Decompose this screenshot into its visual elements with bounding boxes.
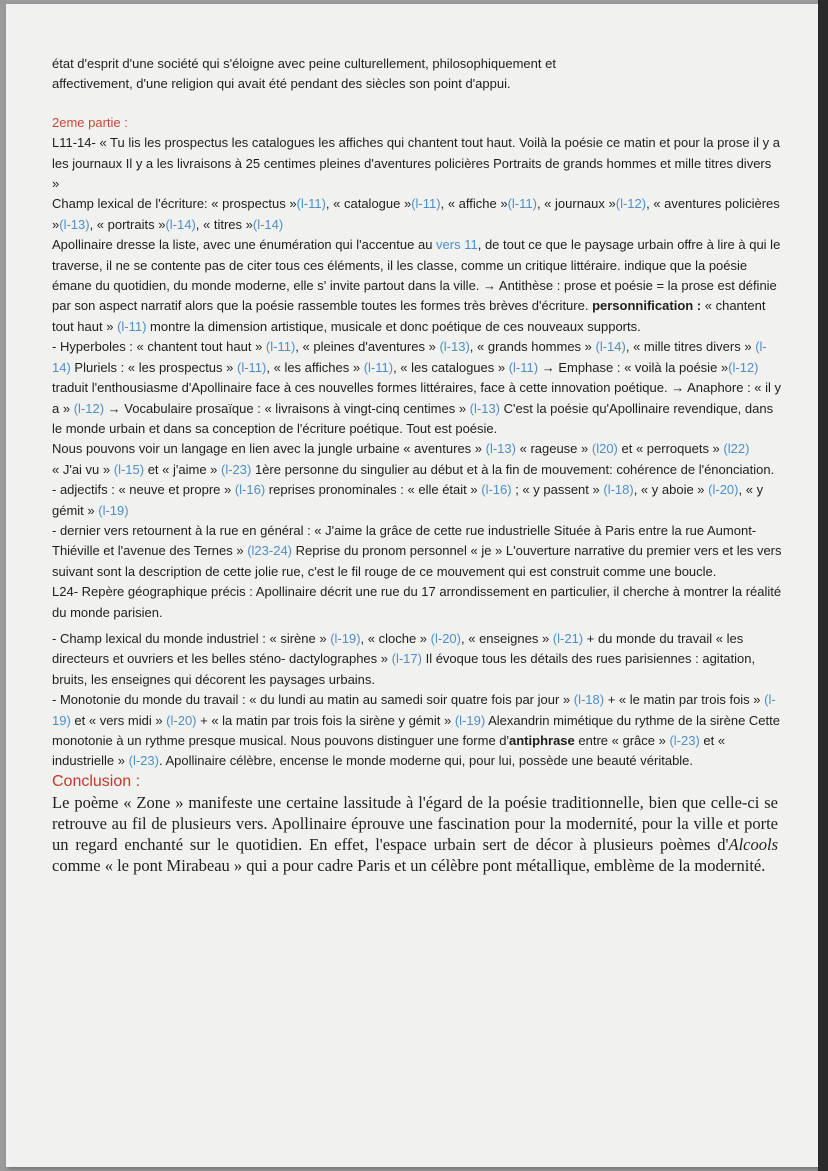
jungle-paragraph: [52, 439, 782, 459]
line-ref: (l-13): [439, 339, 470, 355]
section-heading-part2: 2eme partie :: [52, 114, 128, 130]
text: , « catalogue »: [325, 196, 412, 212]
text: Le poème « Zone » manifeste une certaine lassitude à l'égard de la poésie traditionnelle, bien que celle-ci se retrouve au fil de plusieurs vers. Apollinaire éprouve une fascination pour la modernité, pour la ville et porte un regard enchanté sur le quotidien. En effet, l'espace urbain sert de décor à plusieurs poèmes d': [52, 793, 778, 855]
text: → Emphase : « voilà la poésie »: [538, 359, 729, 375]
line-ref: (l-14): [595, 339, 626, 355]
conclusion-heading: Conclusion :: [52, 772, 141, 790]
quote-paragraph: L11-14- « Tu lis les prospectus les catalogues les affiches qui chantent tout haut. Voilà la poésie ce matin et pour la prose il y a les journaux Il y a les livraisons à 25 centimes pleines d'aventures policières Portraits de grands hommes et mille titres divers »: [52, 135, 780, 192]
dark-border: [818, 0, 828, 1171]
text: Pluriels : « les prospectus »: [70, 359, 237, 375]
text: . Apollinaire célèbre, encense le monde moderne qui, pour lui, possède une beauté véritable.: [158, 753, 694, 769]
line-ref: (l-16): [481, 482, 512, 498]
line-ref: (l-14): [52, 339, 767, 375]
text: - dernier vers retournent à la rue en général : « J'aime la grâce de cette rue industrielle Située à Paris entre la rue Aumont-Thiéville et l'avenue des Ternes »: [52, 522, 757, 559]
enumeration-paragraph: [52, 235, 782, 337]
text: , « les catalogues »: [393, 359, 509, 375]
line-ref: (l-11): [296, 196, 326, 212]
line-ref: (l22): [723, 441, 750, 457]
text: 1ère personne du singulier au début et à la fin de mouvement: cohérence de l'énonciation. - adjectifs : « neuve et propre »: [52, 461, 775, 498]
line-ref: (l-14): [252, 216, 284, 232]
text: ; « y passent »: [511, 482, 604, 498]
line-ref: (l-21): [552, 630, 584, 646]
text: Il évoque tous les détails des rues parisiennes : agitation, bruits, les enseignes qui décorent les paysages urbains.: [52, 651, 756, 687]
line-ref: (l-19): [330, 630, 361, 646]
intro-line-2: affectivement, d'une religion qui avait été pendant des siècles son point d'appui.: [52, 76, 511, 92]
italic-title: Alcools: [728, 835, 778, 855]
text: , « cloche »: [360, 630, 431, 646]
line-ref: (l-20): [708, 482, 739, 498]
text: « chantent tout haut »: [52, 298, 766, 334]
line-ref: (l-13): [59, 216, 90, 232]
line-ref: (l-14): [165, 216, 196, 232]
line-ref: vers 11: [436, 237, 478, 253]
line-ref: (l-20): [166, 712, 197, 728]
text: Nous pouvons voir un langage en lien avec la jungle urbaine « aventures »: [52, 441, 486, 457]
line-ref: (l23-24): [247, 543, 292, 559]
monotony-paragraph: [52, 690, 782, 772]
line-ref: (l-18): [603, 482, 634, 498]
text: , « les affiches »: [266, 359, 364, 375]
page-content: [52, 54, 782, 876]
text: → Vocabulaire prosaïque : « livraisons à vingt-cinq centimes »: [104, 400, 470, 416]
text: - Hyperboles : « chantent tout haut »: [52, 339, 266, 355]
text: - Monotonie du monde du travail : « du lundi au matin au samedi soir quatre fois par jour »: [52, 692, 574, 708]
line-ref: (l-15): [113, 461, 145, 477]
text: , « y aboie »: [633, 482, 709, 498]
line-ref: (l-13): [485, 441, 516, 457]
text: et « vers midi »: [70, 712, 167, 728]
text: Champ lexical de l'écriture: « prospectus »: [52, 196, 297, 212]
text: entre « grâce »: [574, 733, 670, 748]
text: et « industrielle »: [52, 733, 726, 769]
text: + du monde du travail « les directeurs et ouvriers et les belles sténo- dactylographes »: [52, 630, 744, 667]
line-ref: (l-19): [98, 502, 129, 518]
line-ref: (l-18): [573, 692, 605, 708]
intro-paragraph: [52, 54, 782, 95]
bold-term: personnification :: [592, 298, 702, 314]
text: Apollinaire dresse la liste, avec une énumération qui l'accentue au: [52, 237, 437, 253]
line-ref: (l20): [591, 441, 618, 457]
text: + « le matin par trois fois »: [604, 692, 765, 708]
line-ref: (l-11): [363, 359, 394, 375]
enunciation-paragraph: [52, 460, 782, 521]
bold-term: antiphrase: [509, 733, 575, 748]
text: et « perroquets »: [617, 441, 724, 457]
line-ref: (l-11): [508, 359, 539, 375]
line-ref: (l-17): [391, 651, 422, 667]
line-ref: (l-11): [411, 196, 441, 212]
text: reprises pronominales : « elle était »: [265, 482, 482, 498]
text: , de tout ce que le paysage urbain offre à lire à qui le traverse, il ne se contente pas de citer tous ces éléments, il les classe, comme un critique littéraire. indique que la poésie émane du quotidien, du monde moderne, elle s' invite partout dans la ville. → Antithèse : prose et poésie = la prose est définie par son aspect narratif alors que la poésie rassemble toutes les formes très brèves d'écriture.: [52, 237, 781, 314]
text: Reprise du pronom personnel « je » L'ouverture narrative du premier vers et les vers suivant sont la description de cette jolie rue, c'est le fil rouge de ce mouvement qui est construit comme une boucle.: [52, 543, 782, 579]
text: « J'ai vu »: [52, 461, 114, 477]
line-ref: (l-23): [128, 753, 159, 769]
text: - Champ lexical du monde industriel : « sirène »: [52, 630, 331, 646]
line-ref: (l-20): [430, 630, 461, 646]
line-ref: (l-11): [265, 339, 296, 355]
line-ref: (l-11): [237, 359, 267, 375]
text: montre la dimension artistique, musicale et donc poétique de ces nouveaux supports.: [146, 318, 641, 334]
line-ref: (l-23): [221, 461, 252, 477]
line-ref: (l-12): [73, 400, 105, 416]
line-ref: (l-12): [728, 359, 759, 375]
text: et « j'aime »: [144, 461, 222, 477]
document-page: [6, 4, 822, 1167]
hyperbole-paragraph: [52, 337, 782, 439]
text: C'est la poésie qu'Apollinaire revendique, dans le monde urbain et dans sa conception de l'écriture poétique. Tout est poésie.: [52, 400, 774, 436]
text: , « pleines d'aventures »: [295, 339, 440, 355]
line-ref: (l-13): [469, 400, 501, 416]
text: comme « le pont Mirabeau » qui a pour cadre Paris et un célèbre pont métallique, emblème de la modernité.: [52, 856, 766, 876]
line-ref: (l-19): [454, 712, 486, 728]
text: , « affiche »: [440, 196, 508, 212]
text: , « mille titres divers »: [625, 339, 756, 355]
line-ref: (l-16): [234, 482, 266, 498]
text: , « titres »: [195, 216, 253, 232]
intro-line-1: état d'esprit d'une société qui s'éloigne avec peine culturellement, philosophiquement et: [52, 56, 556, 71]
text: , « aventures policières »: [52, 196, 780, 232]
line-ref: (l-23): [669, 733, 700, 748]
line-ref: (l-19): [52, 692, 776, 728]
last-verses-paragraph: [52, 521, 782, 582]
conclusion-paragraph: [52, 792, 778, 876]
line-ref: (l-11): [507, 196, 537, 212]
industrial-paragraph: [52, 629, 782, 690]
text: traduit l'enthousiasme d'Apollinaire face à ces nouvelles formes littéraires, face à cette innovation poétique. → Anaphore : « il y a »: [52, 380, 782, 416]
line-ref: (l-11): [117, 318, 147, 334]
geographic-paragraph: L24- Repère géographique précis : Apollinaire décrit une rue du 17 arrondissement en particulier, il cherche à montrer la réalité du monde parisien.: [52, 584, 782, 620]
lexical-field-paragraph: [52, 194, 782, 235]
text: , « y gémit »: [52, 482, 764, 518]
text: , « portraits »: [89, 216, 166, 232]
text: , « journaux »: [536, 196, 616, 212]
text: + « la matin par trois fois la sirène y gémit »: [196, 712, 455, 728]
line-ref: (l-12): [615, 196, 647, 212]
text: Alexandrin mimétique du rythme de la sirène Cette monotonie à un rythme presque musical. Nous pouvons distinguer une forme d': [52, 712, 780, 748]
text: « rageuse »: [515, 441, 592, 457]
text: , « grands hommes »: [469, 339, 596, 355]
text: , « enseignes »: [461, 630, 553, 646]
